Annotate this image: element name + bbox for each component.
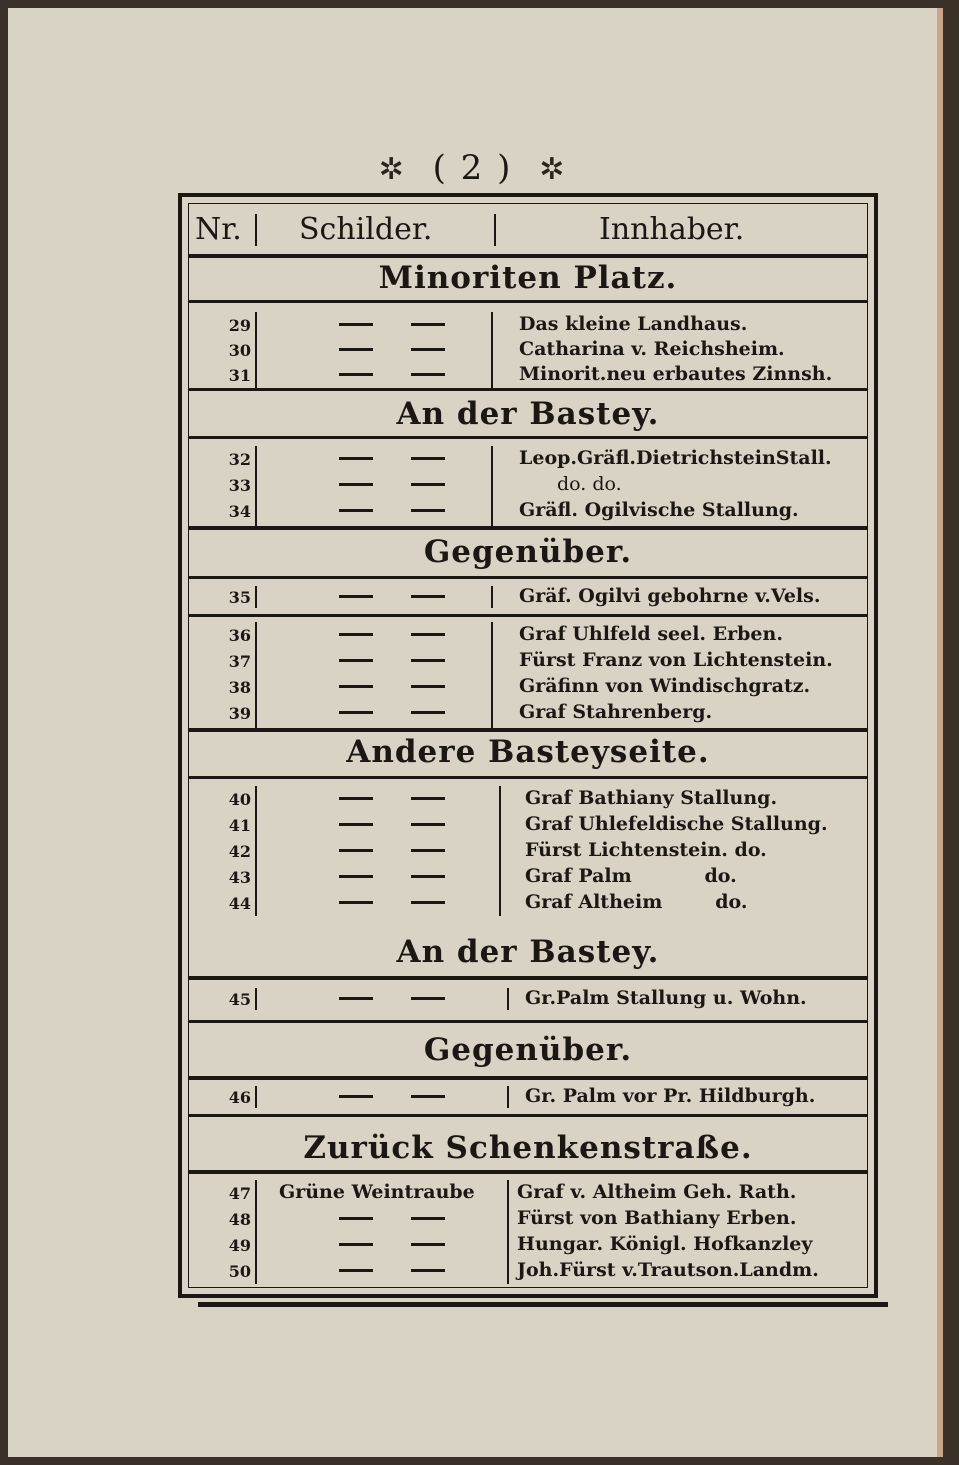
ditto-dash bbox=[339, 457, 373, 460]
section-rule bbox=[189, 728, 867, 732]
ditto-dash bbox=[339, 348, 373, 351]
ditto-dash bbox=[411, 373, 445, 376]
ditto-dash bbox=[411, 823, 445, 826]
ditto-dash bbox=[411, 633, 445, 636]
section-title: An der Bastey. bbox=[396, 396, 660, 432]
row-number: 33 bbox=[228, 476, 251, 495]
table-row bbox=[189, 786, 867, 812]
table-row bbox=[189, 986, 867, 1012]
table-row bbox=[189, 472, 867, 498]
ditto-dash bbox=[339, 1269, 373, 1272]
row-owner: Gr. Palm vor Pr. Hildburgh. bbox=[525, 1085, 816, 1107]
owner-bracket bbox=[491, 586, 493, 608]
column-header-nr: Nr. bbox=[195, 212, 242, 247]
ditto-dash bbox=[411, 685, 445, 688]
table-row bbox=[189, 1206, 867, 1232]
row-number: 45 bbox=[228, 990, 251, 1009]
row-owner: Leop.Gräfl.DietrichsteinStall. bbox=[519, 447, 832, 469]
ditto-dash bbox=[411, 901, 445, 904]
row-number: 36 bbox=[228, 626, 251, 645]
table-row bbox=[189, 312, 867, 338]
row-owner: Graf Palm do. bbox=[525, 865, 737, 887]
entry-group bbox=[189, 986, 867, 1014]
ditto-dash bbox=[411, 797, 445, 800]
row-number: 35 bbox=[228, 588, 251, 607]
section-rule bbox=[189, 526, 867, 530]
ditto-dash bbox=[411, 348, 445, 351]
row-owner: Fürst von Bathiany Erben. bbox=[517, 1207, 797, 1229]
ditto-dash bbox=[411, 849, 445, 852]
ditto-dash bbox=[411, 595, 445, 598]
table-row bbox=[189, 446, 867, 472]
section-title: Minoriten Platz. bbox=[378, 260, 678, 296]
table-row bbox=[189, 1180, 867, 1206]
ditto-dash bbox=[339, 901, 373, 904]
nr-bracket bbox=[255, 586, 257, 608]
row-number: 47 bbox=[228, 1184, 251, 1203]
row-owner: Joh.Fürst v.Trautson.Landm. bbox=[517, 1259, 819, 1281]
row-owner: Graf Uhlefeldische Stallung. bbox=[525, 813, 828, 835]
table-row bbox=[189, 812, 867, 838]
table-frame bbox=[178, 193, 878, 1298]
table-row bbox=[189, 362, 867, 388]
table-row bbox=[189, 584, 867, 610]
section-rule bbox=[189, 388, 867, 391]
nr-bracket bbox=[255, 1086, 257, 1108]
section-rule bbox=[189, 1114, 867, 1117]
ditto-dash bbox=[411, 509, 445, 512]
table-row bbox=[189, 498, 867, 524]
ditto-dash bbox=[339, 1243, 373, 1246]
row-number: 48 bbox=[228, 1210, 251, 1229]
entry-group bbox=[189, 584, 867, 612]
row-number: 29 bbox=[228, 316, 251, 335]
entry-group bbox=[189, 1084, 867, 1112]
row-number: 40 bbox=[228, 790, 251, 809]
ditto-dash bbox=[411, 457, 445, 460]
section-title: An der Bastey. bbox=[396, 934, 660, 970]
ditto-dash bbox=[339, 483, 373, 486]
ditto-dash bbox=[411, 1095, 445, 1098]
row-owner: Hungar. Königl. Hofkanzley bbox=[517, 1233, 813, 1255]
section-rule bbox=[189, 436, 867, 439]
section-rule bbox=[189, 1076, 867, 1080]
section-rule bbox=[189, 776, 867, 779]
table-row bbox=[189, 700, 867, 726]
ditto-dash bbox=[339, 509, 373, 512]
ditto-dash bbox=[411, 875, 445, 878]
ornament-right-icon: ✲ bbox=[539, 152, 567, 187]
row-number: 44 bbox=[228, 894, 251, 913]
ditto-dash bbox=[411, 659, 445, 662]
page-number: ( 2 ) bbox=[432, 148, 513, 188]
ditto-dash bbox=[411, 711, 445, 714]
section-rule bbox=[189, 1170, 867, 1174]
row-owner: Graf v. Altheim Geh. Rath. bbox=[517, 1181, 797, 1203]
row-owner: Gräfinn von Windischgratz. bbox=[519, 675, 811, 697]
row-owner: Gräf. Ogilvi gebohrne v.Vels. bbox=[519, 585, 821, 607]
section-title: Zurück Schenkenstraße. bbox=[303, 1130, 753, 1166]
ditto-dash bbox=[339, 659, 373, 662]
table-row bbox=[189, 648, 867, 674]
section-rule bbox=[189, 614, 867, 617]
ditto-dash bbox=[339, 1095, 373, 1098]
nr-bracket bbox=[255, 988, 257, 1010]
ditto-dash bbox=[339, 595, 373, 598]
row-number: 34 bbox=[228, 502, 251, 521]
ditto-dash bbox=[339, 997, 373, 1000]
table-row bbox=[189, 674, 867, 700]
row-owner: Minorit.neu erbautes Zinnsh. bbox=[519, 363, 833, 385]
column-header-innhaber: Innhaber. bbox=[599, 212, 745, 247]
section-rule bbox=[189, 576, 867, 579]
entry-group bbox=[189, 446, 867, 528]
ditto-dash bbox=[339, 875, 373, 878]
table-row bbox=[189, 890, 867, 916]
row-owner: Graf Bathiany Stallung. bbox=[525, 787, 778, 809]
row-number: 31 bbox=[228, 366, 251, 385]
row-number: 50 bbox=[228, 1262, 251, 1281]
row-number: 39 bbox=[228, 704, 251, 723]
row-number: 43 bbox=[228, 868, 251, 887]
ditto-dash bbox=[339, 633, 373, 636]
row-owner: Gräfl. Ogilvische Stallung. bbox=[519, 499, 799, 521]
column-separator bbox=[255, 214, 257, 246]
table-row bbox=[189, 337, 867, 363]
section-rule bbox=[189, 1020, 867, 1023]
ditto-dash bbox=[339, 323, 373, 326]
ditto-dash bbox=[411, 1269, 445, 1272]
ditto-dash bbox=[339, 849, 373, 852]
row-owner: do. do. bbox=[557, 473, 622, 495]
ditto-dash bbox=[411, 323, 445, 326]
row-owner: Graf Uhlfeld seel. Erben. bbox=[519, 623, 783, 645]
ditto-dash bbox=[339, 1217, 373, 1220]
row-number: 38 bbox=[228, 678, 251, 697]
ditto-dash bbox=[411, 1217, 445, 1220]
ornament-left-icon: ✲ bbox=[378, 152, 406, 187]
row-owner: Graf Altheim do. bbox=[525, 891, 748, 913]
column-separator bbox=[494, 214, 496, 246]
row-sign: Grüne Weintraube bbox=[279, 1181, 475, 1203]
section-rule bbox=[189, 976, 867, 980]
ditto-dash bbox=[411, 1243, 445, 1246]
row-number: 30 bbox=[228, 341, 251, 360]
bottom-rule bbox=[198, 1302, 888, 1307]
section-title: Andere Basteyseite. bbox=[346, 734, 710, 770]
entry-group bbox=[189, 1180, 867, 1290]
ditto-dash bbox=[411, 483, 445, 486]
row-number: 37 bbox=[228, 652, 251, 671]
row-number: 46 bbox=[228, 1088, 251, 1107]
table-inner-frame bbox=[188, 203, 868, 1288]
table-row bbox=[189, 1084, 867, 1110]
table-row bbox=[189, 1232, 867, 1258]
table-row bbox=[189, 838, 867, 864]
book-page bbox=[8, 8, 943, 1457]
table-row bbox=[189, 1258, 867, 1284]
row-number: 32 bbox=[228, 450, 251, 469]
ditto-dash bbox=[339, 823, 373, 826]
row-number: 42 bbox=[228, 842, 251, 861]
ditto-dash bbox=[411, 997, 445, 1000]
ditto-dash bbox=[339, 797, 373, 800]
ditto-dash bbox=[339, 711, 373, 714]
entry-group bbox=[189, 312, 867, 392]
owner-bracket bbox=[507, 1086, 509, 1108]
owner-bracket bbox=[507, 988, 509, 1010]
section-title: Gegenüber. bbox=[423, 1032, 633, 1068]
section-rule bbox=[189, 300, 867, 303]
row-owner: Catharina v. Reichsheim. bbox=[519, 338, 785, 360]
entry-group bbox=[189, 622, 867, 732]
row-owner: Graf Stahrenberg. bbox=[519, 701, 713, 723]
row-owner: Gr.Palm Stallung u. Wohn. bbox=[525, 987, 807, 1009]
row-number: 41 bbox=[228, 816, 251, 835]
column-header-row bbox=[189, 204, 867, 258]
row-owner: Das kleine Landhaus. bbox=[519, 313, 748, 335]
row-owner: Fürst Franz von Lichtenstein. bbox=[519, 649, 833, 671]
entry-group bbox=[189, 786, 867, 922]
column-header-schilder: Schilder. bbox=[299, 212, 433, 247]
row-owner: Fürst Lichtenstein. do. bbox=[525, 839, 767, 861]
section-title: Gegenüber. bbox=[423, 534, 633, 570]
page-header bbox=[8, 148, 937, 188]
table-row bbox=[189, 864, 867, 890]
ditto-dash bbox=[339, 685, 373, 688]
table-row bbox=[189, 622, 867, 648]
ditto-dash bbox=[339, 373, 373, 376]
row-number: 49 bbox=[228, 1236, 251, 1255]
